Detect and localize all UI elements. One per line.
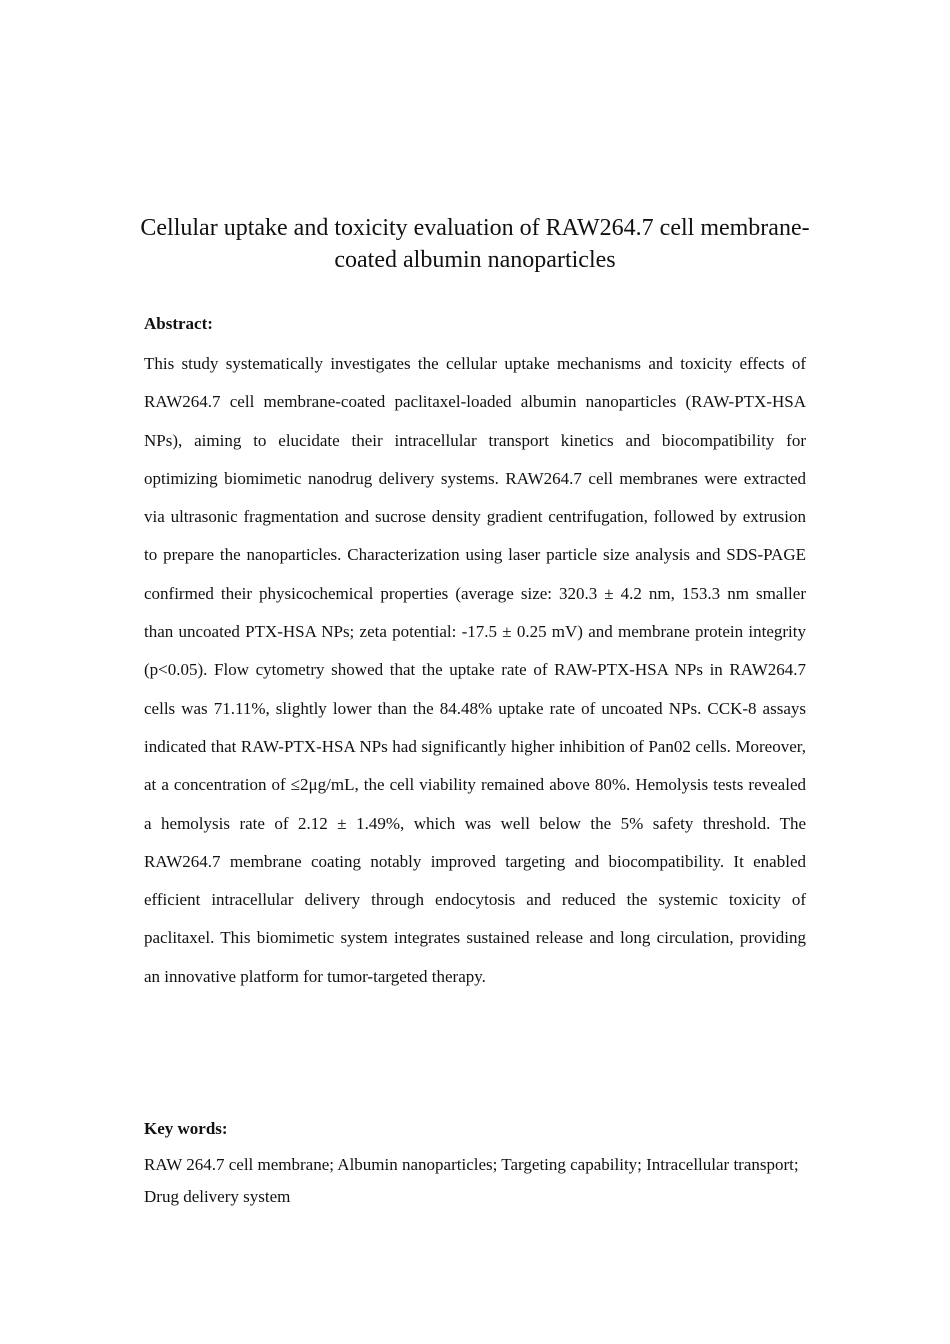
paper-title: Cellular uptake and toxicity evaluation of RAW264.7 cell membrane-coated albumin nanoparticles	[140, 215, 810, 273]
abstract-text: This study systematically investigates the cellular uptake mechanisms and toxicity effects of RAW264.7 cell membrane-coated paclitaxel-loaded albumin nanoparticles (RAW-PTX-HSA NPs), aiming to elucidate their intracellular transport kinetics and biocompatibility for optimizing biomimetic nanodrug delivery systems. RAW264.7 cell membranes were extracted via ultrasonic fragmentation and sucrose density gradient centrifugation, followed by extrusion to prepare the nanoparticles. Characterization using laser particle size analysis and SDS-PAGE confirmed their physicochemical properties (average size: 320.3 ± 4.2 nm, 153.3 nm smaller than uncoated PTX-HSA NPs; zeta potential: -17.5 ± 0.25 mV) and membrane protein integrity (p<0.05). Flow cytometry showed that the uptake rate of RAW-PTX-HSA NPs in RAW264.7 cells was 71.11%, slightly lower than the 84.48% uptake rate of uncoated NPs. CCK-8 assays indicated that RAW-PTX-HSA NPs had significantly higher inhibition of Pan02 cells. Moreover, at a concentration of ≤2μg/mL, the cell viability remained above 80%. Hemolysis tests revealed a hemolysis rate of 2.12 ± 1.49%, which was well below the 5% safety threshold. The RAW264.7 membrane coating notably improved targeting and biocompatibility. It enabled efficient intracellular delivery through endocytosis and reduced the systemic toxicity of paclitaxel. This biomimetic system integrates sustained release and long circulation, providing an innovative platform for tumor-targeted therapy.	[144, 354, 806, 986]
keywords-text: RAW 264.7 cell membrane; Albumin nanoparticles; Targeting capability; Intracellular transport; Drug delivery system	[144, 1155, 799, 1206]
abstract-heading: Abstract:	[144, 314, 213, 333]
keywords-heading: Key words:	[144, 1119, 228, 1138]
